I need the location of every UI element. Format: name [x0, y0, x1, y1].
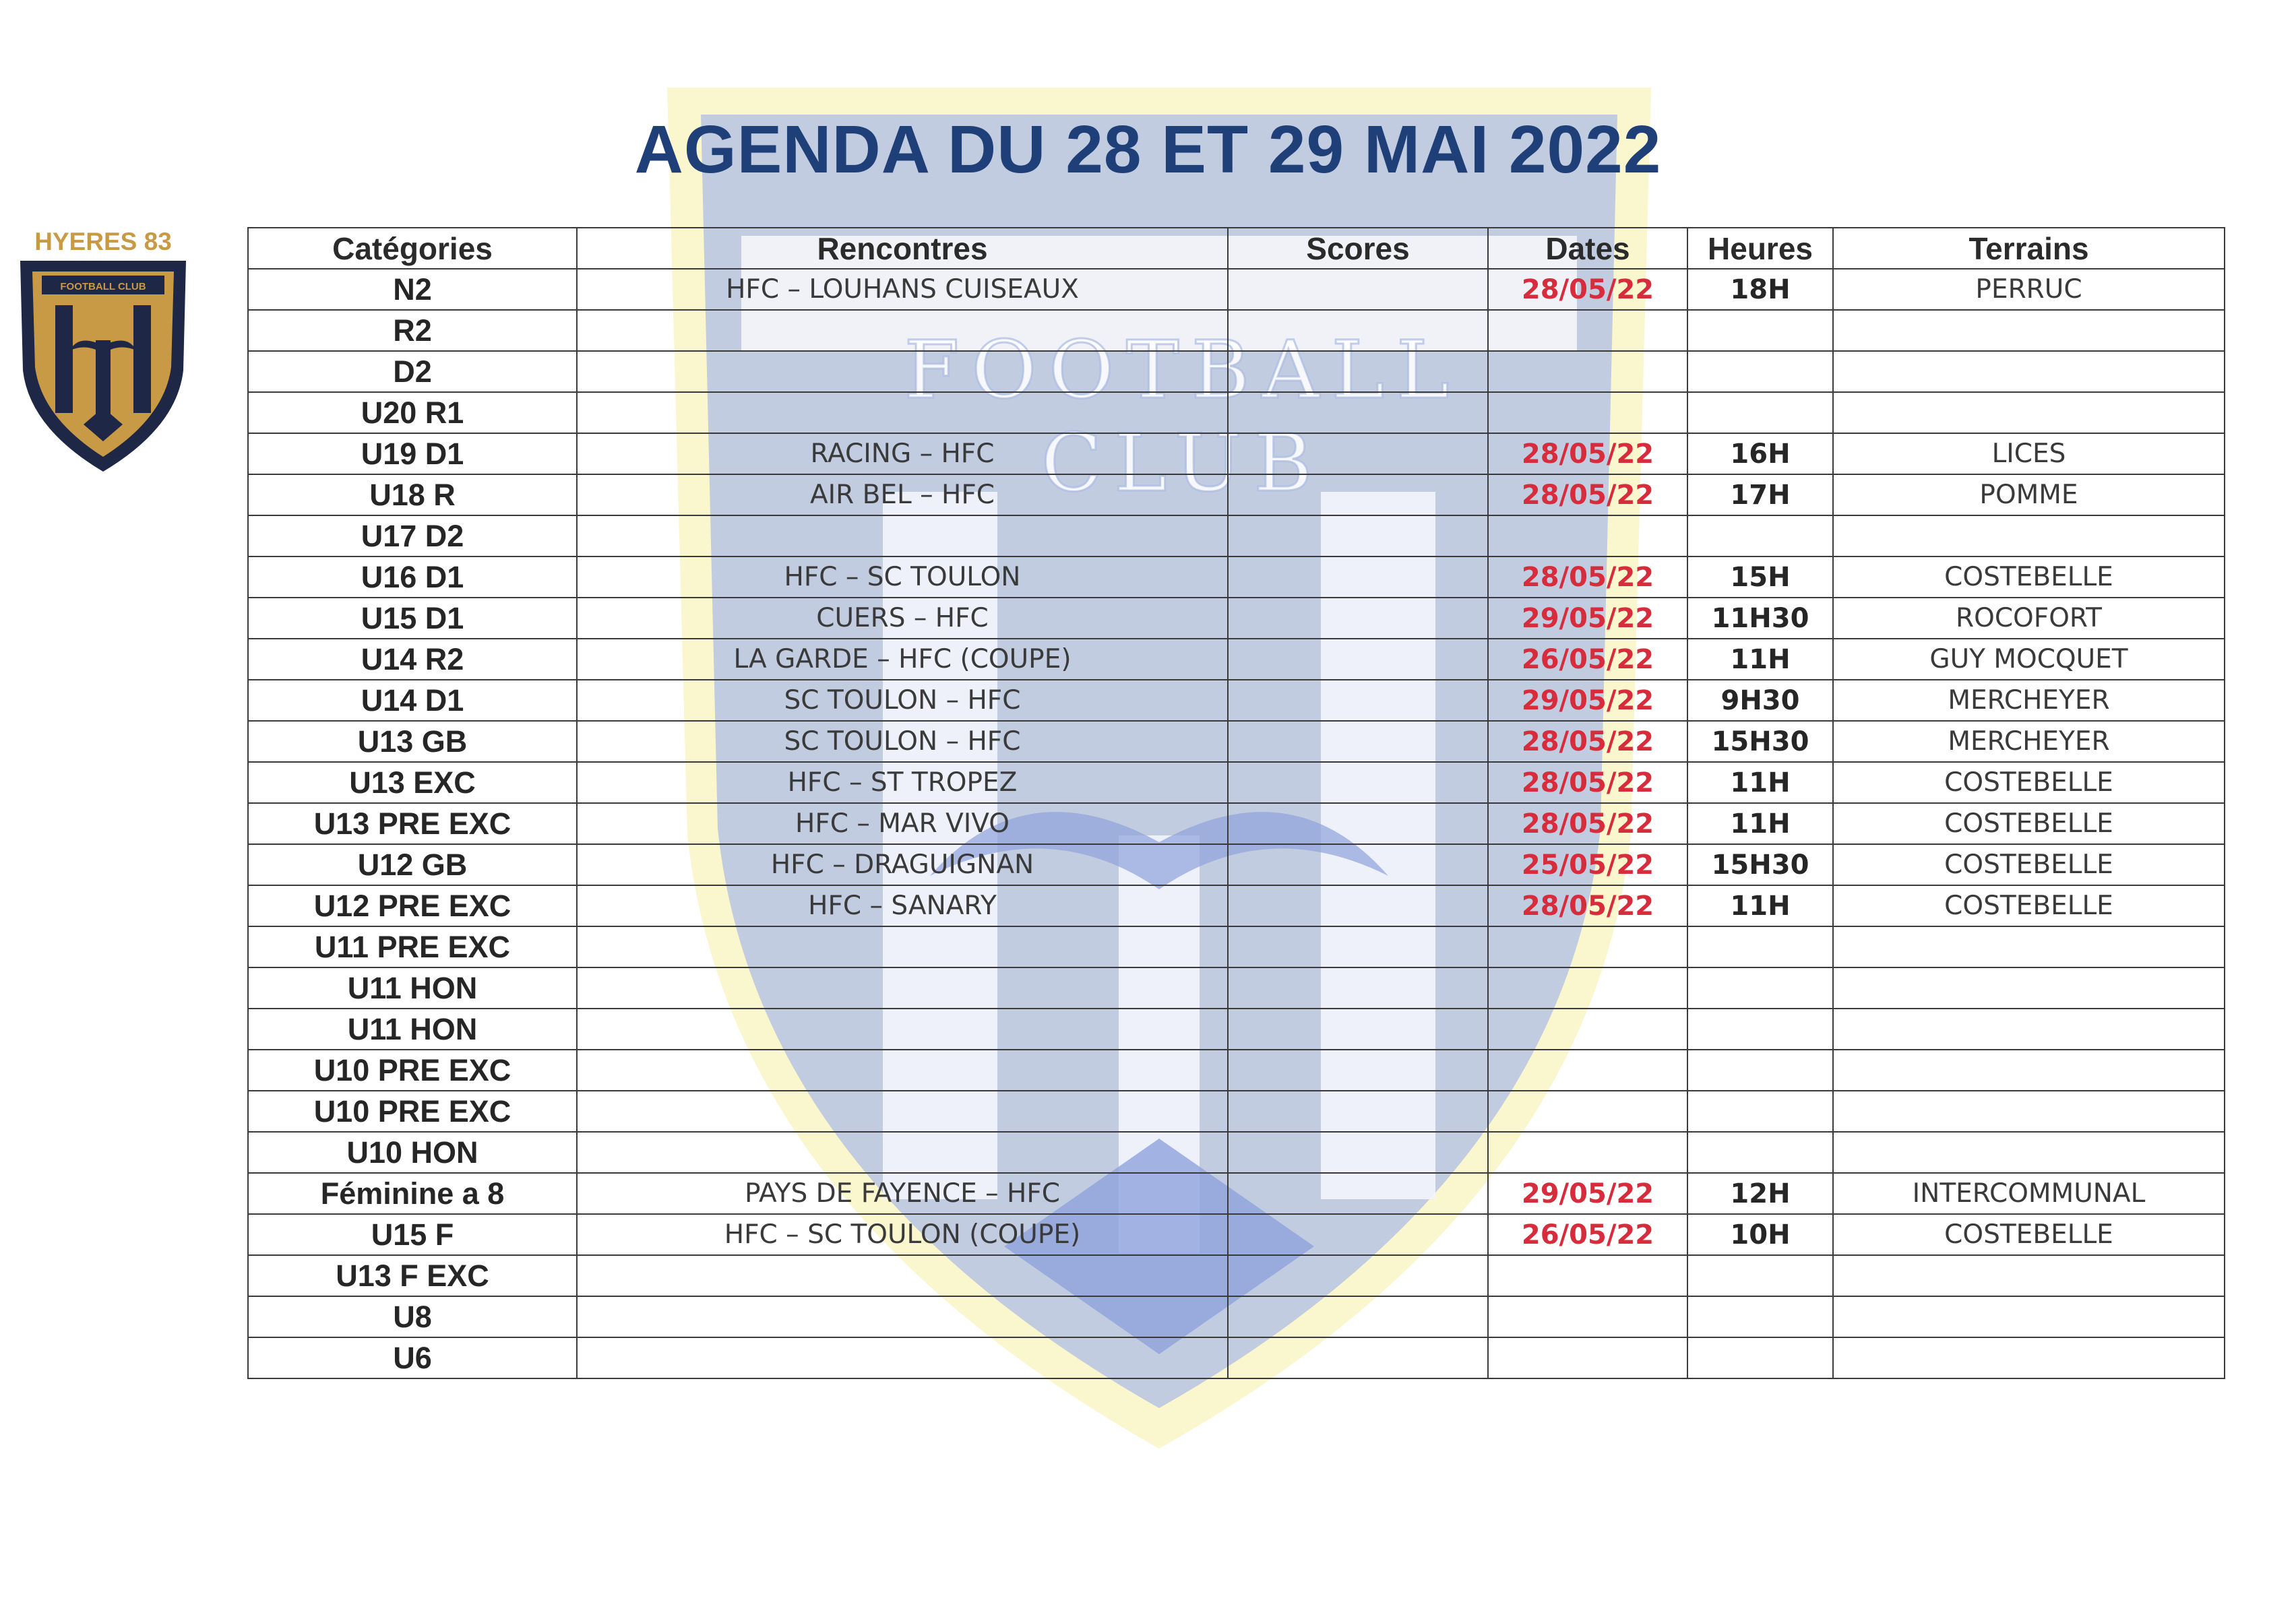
category-cell: U13 F EXC — [248, 1255, 577, 1296]
score-cell — [1228, 392, 1488, 433]
score-cell — [1228, 721, 1488, 762]
time-cell: 11H30 — [1687, 598, 1833, 639]
score-cell — [1228, 474, 1488, 515]
match-cell: HFC – MAR VIVO — [577, 803, 1228, 844]
score-cell — [1228, 1091, 1488, 1132]
match-cell: RACING – HFC — [577, 433, 1228, 474]
score-cell — [1228, 556, 1488, 598]
match-cell — [577, 1337, 1228, 1378]
category-cell: U10 HON — [248, 1132, 577, 1173]
header-categories: Catégories — [248, 228, 577, 269]
date-cell: 25/05/22 — [1488, 844, 1687, 885]
score-cell — [1228, 598, 1488, 639]
date-cell: 28/05/22 — [1488, 556, 1687, 598]
match-cell: LA GARDE – HFC (COUPE) — [577, 639, 1228, 680]
category-cell: U15 F — [248, 1214, 577, 1255]
date-cell: 29/05/22 — [1488, 680, 1687, 721]
match-cell — [577, 310, 1228, 351]
score-cell — [1228, 1337, 1488, 1378]
time-cell: 15H — [1687, 556, 1833, 598]
date-cell: 28/05/22 — [1488, 474, 1687, 515]
score-cell — [1228, 926, 1488, 967]
table-row — [248, 680, 2225, 721]
score-cell — [1228, 885, 1488, 926]
logo-club-name: HYERES 83 — [34, 228, 172, 255]
table-row — [248, 885, 2225, 926]
venue-cell — [1833, 1132, 2225, 1173]
table-row — [248, 474, 2225, 515]
category-cell: U20 R1 — [248, 392, 577, 433]
date-cell: 28/05/22 — [1488, 433, 1687, 474]
venue-cell: COSTEBELLE — [1833, 1214, 2225, 1255]
match-cell — [577, 926, 1228, 967]
time-cell — [1687, 1091, 1833, 1132]
venue-cell: MERCHEYER — [1833, 680, 2225, 721]
table-row — [248, 1173, 2225, 1214]
score-cell — [1228, 803, 1488, 844]
time-cell — [1687, 1009, 1833, 1050]
venue-cell — [1833, 1255, 2225, 1296]
venue-cell — [1833, 1009, 2225, 1050]
time-cell — [1687, 1296, 1833, 1337]
score-cell — [1228, 1255, 1488, 1296]
table-row — [248, 1255, 2225, 1296]
date-cell — [1488, 1009, 1687, 1050]
match-cell — [577, 392, 1228, 433]
table-row — [248, 1214, 2225, 1255]
category-cell: U12 PRE EXC — [248, 885, 577, 926]
time-cell: 15H30 — [1687, 844, 1833, 885]
date-cell — [1488, 1132, 1687, 1173]
score-cell — [1228, 310, 1488, 351]
score-cell — [1228, 844, 1488, 885]
category-cell: U13 GB — [248, 721, 577, 762]
table-row — [248, 556, 2225, 598]
venue-cell — [1833, 351, 2225, 392]
score-cell — [1228, 639, 1488, 680]
match-cell — [577, 1296, 1228, 1337]
date-cell — [1488, 310, 1687, 351]
venue-cell — [1833, 967, 2225, 1009]
table-row — [248, 1009, 2225, 1050]
date-cell — [1488, 967, 1687, 1009]
table-row — [248, 515, 2225, 556]
header-dates: Dates — [1488, 228, 1687, 269]
date-cell: 26/05/22 — [1488, 1214, 1687, 1255]
score-cell — [1228, 1173, 1488, 1214]
time-cell: 15H30 — [1687, 721, 1833, 762]
table-row — [248, 926, 2225, 967]
table-row — [248, 1132, 2225, 1173]
table-row — [248, 1296, 2225, 1337]
table-row — [248, 1050, 2225, 1091]
time-cell: 12H — [1687, 1173, 1833, 1214]
score-cell — [1228, 1296, 1488, 1337]
venue-cell: GUY MOCQUET — [1833, 639, 2225, 680]
match-cell: PAYS DE FAYENCE – HFC — [577, 1173, 1228, 1214]
category-cell: U16 D1 — [248, 556, 577, 598]
date-cell — [1488, 515, 1687, 556]
match-cell: HFC – SANARY — [577, 885, 1228, 926]
date-cell — [1488, 1091, 1687, 1132]
agenda-table — [247, 227, 2225, 1379]
venue-cell — [1833, 1050, 2225, 1091]
match-cell: CUERS – HFC — [577, 598, 1228, 639]
time-cell — [1687, 310, 1833, 351]
date-cell — [1488, 392, 1687, 433]
venue-cell — [1833, 1091, 2225, 1132]
table-row — [248, 1091, 2225, 1132]
table-row — [248, 762, 2225, 803]
match-cell: SC TOULON – HFC — [577, 721, 1228, 762]
venue-cell: COSTEBELLE — [1833, 762, 2225, 803]
date-cell — [1488, 1255, 1687, 1296]
time-cell: 9H30 — [1687, 680, 1833, 721]
category-cell: U13 PRE EXC — [248, 803, 577, 844]
venue-cell — [1833, 310, 2225, 351]
match-cell — [577, 515, 1228, 556]
table-row — [248, 721, 2225, 762]
venue-cell: INTERCOMMUNAL — [1833, 1173, 2225, 1214]
table-row — [248, 1337, 2225, 1378]
logo-subtitle: FOOTBALL CLUB — [60, 281, 146, 292]
category-cell: U11 HON — [248, 1009, 577, 1050]
score-cell — [1228, 1009, 1488, 1050]
date-cell: 28/05/22 — [1488, 803, 1687, 844]
table-row — [248, 639, 2225, 680]
category-cell: U17 D2 — [248, 515, 577, 556]
score-cell — [1228, 762, 1488, 803]
match-cell: HFC – SC TOULON — [577, 556, 1228, 598]
table-row — [248, 392, 2225, 433]
time-cell — [1687, 967, 1833, 1009]
table-row — [248, 967, 2225, 1009]
time-cell — [1687, 515, 1833, 556]
time-cell: 17H — [1687, 474, 1833, 515]
time-cell — [1687, 1050, 1833, 1091]
venue-cell — [1833, 1296, 2225, 1337]
agenda-body — [248, 269, 2225, 1378]
date-cell: 28/05/22 — [1488, 269, 1687, 310]
category-cell: Féminine a 8 — [248, 1173, 577, 1214]
date-cell: 28/05/22 — [1488, 762, 1687, 803]
date-cell — [1488, 1296, 1687, 1337]
table-row — [248, 269, 2225, 310]
match-cell: HFC – LOUHANS CUISEAUX — [577, 269, 1228, 310]
match-cell: AIR BEL – HFC — [577, 474, 1228, 515]
match-cell — [577, 1009, 1228, 1050]
match-cell: HFC – DRAGUIGNAN — [577, 844, 1228, 885]
category-cell: U10 PRE EXC — [248, 1091, 577, 1132]
venue-cell: ROCOFORT — [1833, 598, 2225, 639]
date-cell — [1488, 351, 1687, 392]
header-rencontres: Rencontres — [577, 228, 1228, 269]
time-cell: 11H — [1687, 885, 1833, 926]
match-cell — [577, 1255, 1228, 1296]
date-cell: 28/05/22 — [1488, 721, 1687, 762]
score-cell — [1228, 515, 1488, 556]
venue-cell — [1833, 392, 2225, 433]
date-cell: 29/05/22 — [1488, 598, 1687, 639]
category-cell: U19 D1 — [248, 433, 577, 474]
score-cell — [1228, 680, 1488, 721]
time-cell: 18H — [1687, 269, 1833, 310]
score-cell — [1228, 1132, 1488, 1173]
watermark-text: FOOTBALL CLUB — [904, 323, 1462, 509]
table-header-row — [248, 228, 2225, 269]
venue-cell — [1833, 1337, 2225, 1378]
category-cell: U13 EXC — [248, 762, 577, 803]
score-cell — [1228, 967, 1488, 1009]
date-cell — [1488, 926, 1687, 967]
time-cell: 11H — [1687, 762, 1833, 803]
category-cell: U12 GB — [248, 844, 577, 885]
category-cell: U10 PRE EXC — [248, 1050, 577, 1091]
table-row — [248, 844, 2225, 885]
table-row — [248, 351, 2225, 392]
time-cell: 10H — [1687, 1214, 1833, 1255]
venue-cell: COSTEBELLE — [1833, 885, 2225, 926]
time-cell: 11H — [1687, 639, 1833, 680]
category-cell: U6 — [248, 1337, 577, 1378]
venue-cell — [1833, 515, 2225, 556]
date-cell: 26/05/22 — [1488, 639, 1687, 680]
time-cell — [1687, 1337, 1833, 1378]
match-cell — [577, 967, 1228, 1009]
category-cell: U18 R — [248, 474, 577, 515]
category-cell: D2 — [248, 351, 577, 392]
time-cell — [1687, 1132, 1833, 1173]
match-cell — [577, 1132, 1228, 1173]
score-cell — [1228, 1050, 1488, 1091]
score-cell — [1228, 433, 1488, 474]
time-cell — [1687, 1255, 1833, 1296]
match-cell: HFC – SC TOULON (COUPE) — [577, 1214, 1228, 1255]
category-cell: R2 — [248, 310, 577, 351]
date-cell — [1488, 1337, 1687, 1378]
category-cell: U14 R2 — [248, 639, 577, 680]
time-cell — [1687, 351, 1833, 392]
venue-cell: LICES — [1833, 433, 2225, 474]
table-row — [248, 433, 2225, 474]
time-cell — [1687, 926, 1833, 967]
venue-cell: MERCHEYER — [1833, 721, 2225, 762]
category-cell: U15 D1 — [248, 598, 577, 639]
page-title: AGENDA DU 28 ET 29 MAI 2022 — [634, 112, 1662, 187]
score-cell — [1228, 1214, 1488, 1255]
header-terrains: Terrains — [1833, 228, 2225, 269]
header-heures: Heures — [1687, 228, 1833, 269]
venue-cell — [1833, 926, 2225, 967]
match-cell — [577, 351, 1228, 392]
date-cell: 28/05/22 — [1488, 885, 1687, 926]
venue-cell: COSTEBELLE — [1833, 556, 2225, 598]
match-cell — [577, 1050, 1228, 1091]
venue-cell: PERRUC — [1833, 269, 2225, 310]
table-row — [248, 310, 2225, 351]
match-cell — [577, 1091, 1228, 1132]
category-cell: U14 D1 — [248, 680, 577, 721]
header-scores: Scores — [1228, 228, 1488, 269]
club-logo-icon — [15, 226, 191, 482]
time-cell — [1687, 392, 1833, 433]
date-cell — [1488, 1050, 1687, 1091]
category-cell: U8 — [248, 1296, 577, 1337]
match-cell: SC TOULON – HFC — [577, 680, 1228, 721]
category-cell: U11 PRE EXC — [248, 926, 577, 967]
category-cell: N2 — [248, 269, 577, 310]
table-row — [248, 803, 2225, 844]
time-cell: 11H — [1687, 803, 1833, 844]
venue-cell: POMME — [1833, 474, 2225, 515]
date-cell: 29/05/22 — [1488, 1173, 1687, 1214]
venue-cell: COSTEBELLE — [1833, 803, 2225, 844]
time-cell: 16H — [1687, 433, 1833, 474]
score-cell — [1228, 351, 1488, 392]
table-row — [248, 598, 2225, 639]
score-cell — [1228, 269, 1488, 310]
category-cell: U11 HON — [248, 967, 577, 1009]
venue-cell: COSTEBELLE — [1833, 844, 2225, 885]
match-cell: HFC – ST TROPEZ — [577, 762, 1228, 803]
